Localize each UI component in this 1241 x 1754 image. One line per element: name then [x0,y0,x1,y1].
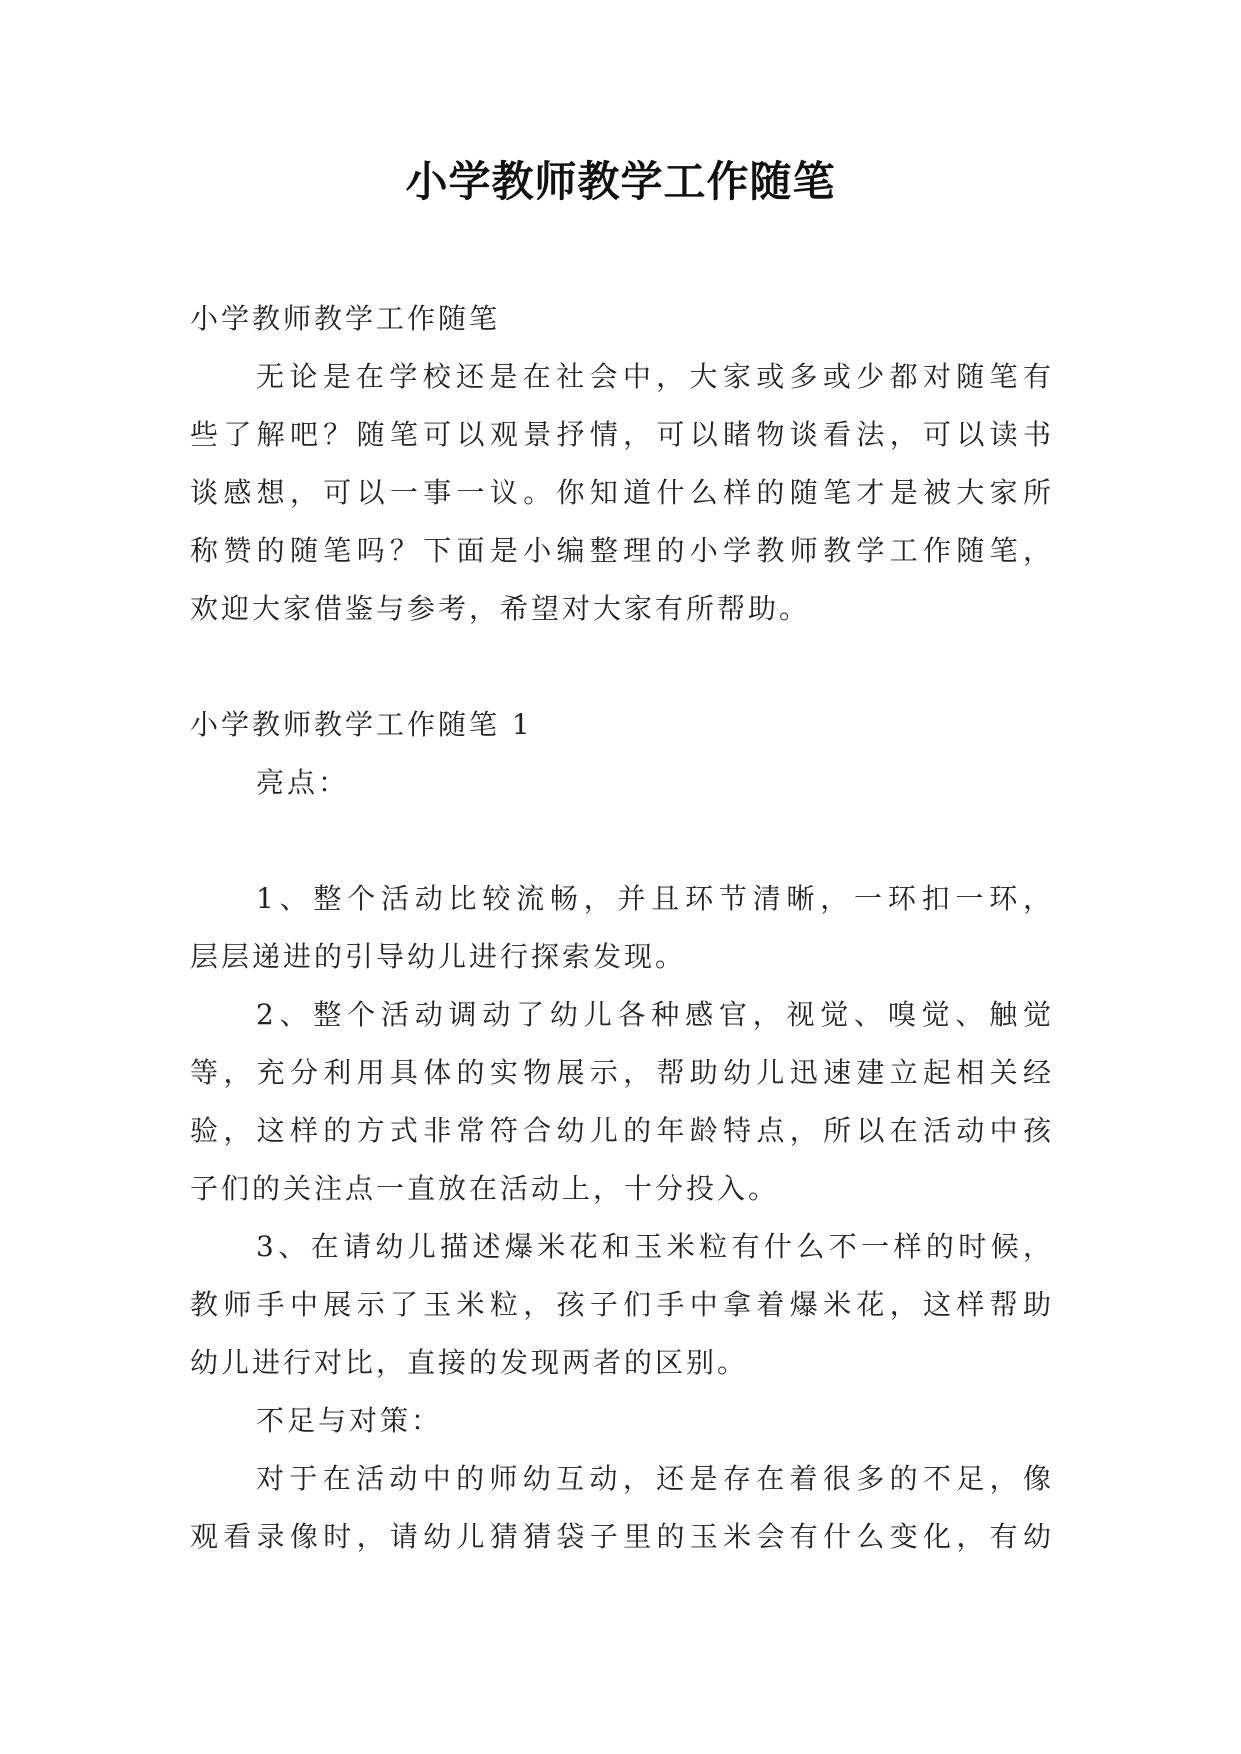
point-line: 等，充分利用具体的实物展示，帮助幼儿迅速建立起相关经 [190,1056,1054,1089]
point-line: 教师手中展示了玉米粒，孩子们手中拿着爆米花，这样帮助 [190,1288,1054,1321]
shortcomings-line: 对于在活动中的师幼互动，还是存在着很多的不足，像 [256,1462,1054,1495]
point-line: 验，这样的方式非常符合幼儿的年龄特点，所以在活动中孩 [190,1114,1054,1147]
paragraph-gap [190,812,1054,870]
paragraph-gap [190,638,1054,696]
point-line: 子们的关注点一直放在活动上，十分投入。 [190,1172,780,1205]
shortcomings-label: 不足与对策： [256,1404,443,1437]
document-title: 小学教师教学工作随笔 [405,157,836,206]
intro-line: 无论是在学校还是在社会中，大家或多或少都对随笔有 [256,360,1054,393]
point-line: 2、整个活动调动了幼儿各种感官，视觉、嗅觉、触觉 [256,998,1054,1031]
document-subtitle: 小学教师教学工作随笔 [190,302,501,335]
section-heading: 小学教师教学工作随笔 1 [190,708,533,741]
point-line: 幼儿进行对比，直接的发现两者的区别。 [190,1346,749,1379]
intro-line: 称赞的随笔吗？下面是小编整理的小学教师教学工作随笔， [190,534,1054,567]
intro-line: 欢迎大家借鉴与参考，希望对大家有所帮助。 [190,592,811,625]
intro-line: 谈感想，可以一事一议。你知道什么样的随笔才是被大家所 [190,476,1054,509]
point-line: 1、整个活动比较流畅，并且环节清晰，一环扣一环， [256,882,1054,915]
shortcomings-line: 观看录像时，请幼儿猜猜袋子里的玉米会有什么变化，有幼 [190,1520,1054,1553]
point-line: 层层递进的引导幼儿进行探索发现。 [190,940,687,973]
intro-line: 些了解吧？随笔可以观景抒情，可以睹物谈看法，可以读书 [190,418,1054,451]
highlights-label: 亮点： [256,766,350,799]
document-body [190,290,1054,1566]
point-line: 3、在请幼儿描述爆米花和玉米粒有什么不一样的时候， [256,1230,1054,1263]
